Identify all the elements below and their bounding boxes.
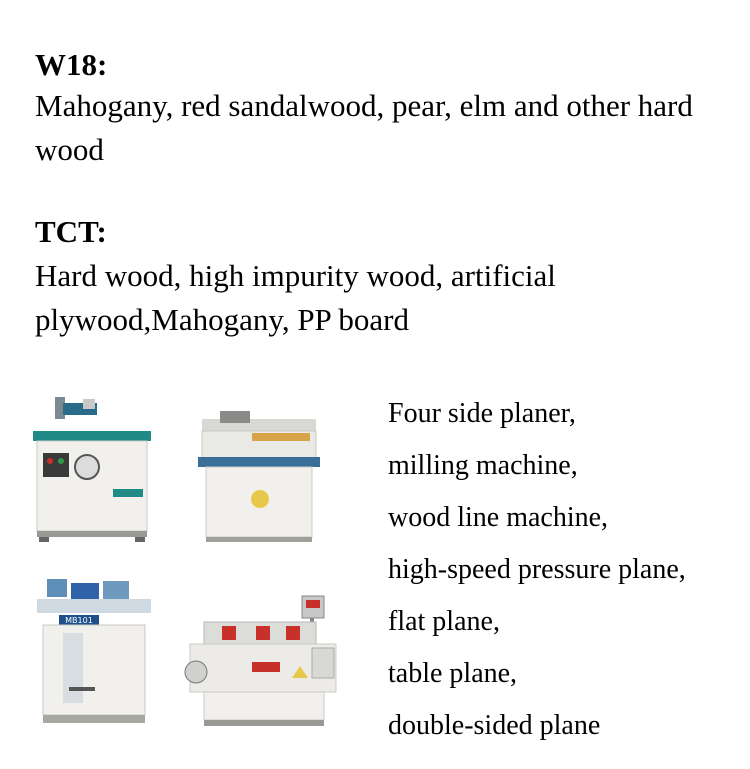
tct-heading: TCT: bbox=[35, 214, 107, 249]
application-item: flat plane, bbox=[388, 606, 500, 637]
mb101-machine-image bbox=[33, 577, 155, 732]
application-item: wood line machine, bbox=[388, 502, 609, 533]
tct-description: Hard wood, high impurity wood, artificial plywood,Mahogany, PP board bbox=[35, 258, 556, 337]
four-side-planer-image bbox=[182, 592, 347, 732]
application-item: table plane, bbox=[388, 658, 518, 689]
application-item: double-sided plane bbox=[388, 710, 601, 741]
thickness-planer-image bbox=[192, 405, 327, 545]
spindle-moulder-image bbox=[33, 395, 151, 543]
w18-heading: W18: bbox=[35, 47, 108, 82]
w18-description: Mahogany, red sandalwood, pear, elm and other hard wood bbox=[35, 88, 693, 167]
application-item: milling machine, bbox=[388, 450, 578, 481]
mb101-plate-label: MB101 bbox=[65, 616, 93, 625]
application-item: high-speed pressure plane, bbox=[388, 554, 686, 585]
application-list bbox=[388, 388, 686, 752]
application-item: Four side planer, bbox=[388, 398, 576, 429]
